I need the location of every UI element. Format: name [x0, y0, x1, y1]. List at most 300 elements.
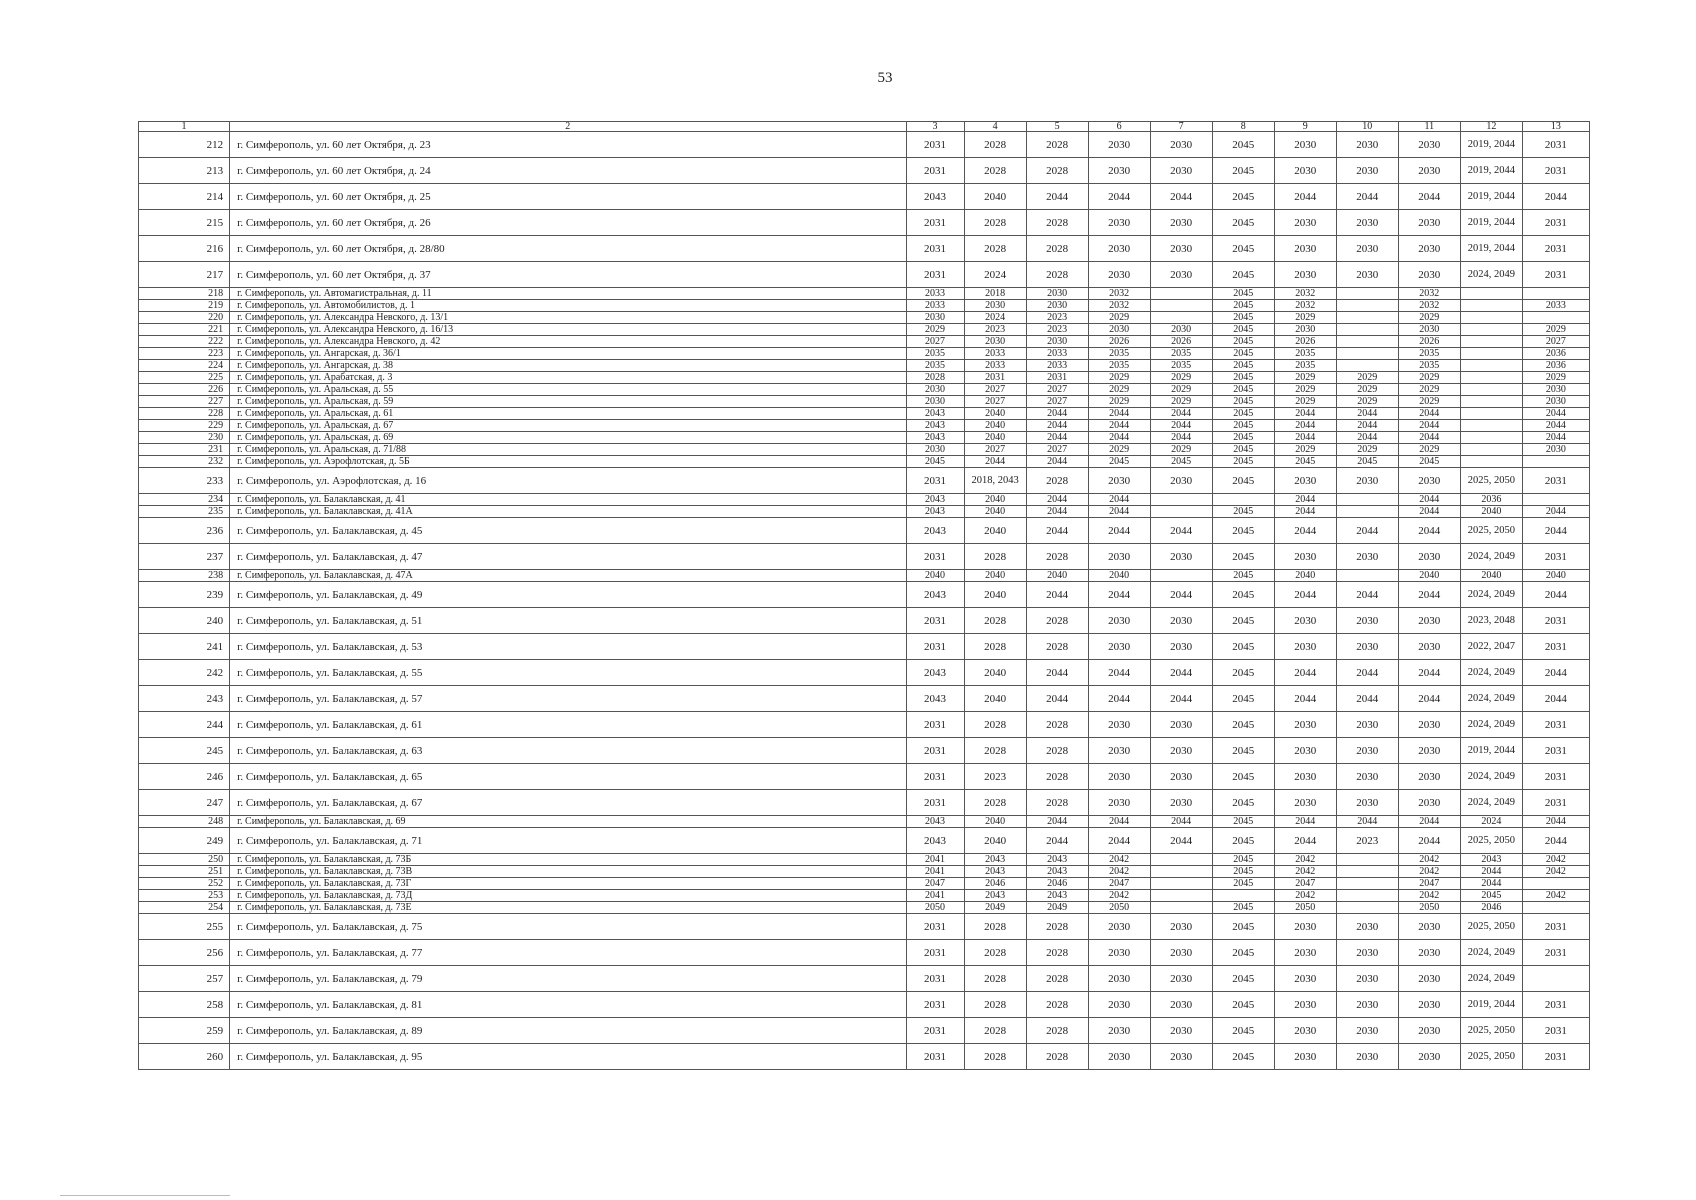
year-cell: 2030 [1088, 764, 1150, 790]
year-cell: 2019, 2044 [1460, 236, 1522, 262]
year-cell: 2030 [1398, 544, 1460, 570]
year-cell [1460, 348, 1522, 360]
year-cell [1460, 432, 1522, 444]
row-number: 252 [139, 878, 230, 890]
year-cell: 2044 [1088, 816, 1150, 828]
year-cell: 2029 [1336, 396, 1398, 408]
year-cell [1460, 360, 1522, 372]
year-cell: 2019, 2044 [1460, 738, 1522, 764]
year-cell [1150, 854, 1212, 866]
year-cell: 2044 [1398, 686, 1460, 712]
year-cell: 2045 [1212, 300, 1274, 312]
year-cell [1460, 384, 1522, 396]
year-cell: 2030 [1150, 132, 1212, 158]
row-number: 225 [139, 372, 230, 384]
year-cell: 2045 [1212, 544, 1274, 570]
year-cell: 2044 [1398, 408, 1460, 420]
year-cell: 2031 [906, 940, 964, 966]
year-cell: 2030 [1274, 210, 1336, 236]
table-row [139, 132, 1590, 158]
address-cell: г. Симферополь, ул. Балаклавская, д. 73Г [230, 878, 906, 890]
year-cell: 2030 [1088, 738, 1150, 764]
year-cell: 2028 [964, 738, 1026, 764]
row-number: 243 [139, 686, 230, 712]
year-cell [1460, 372, 1522, 384]
year-cell: 2044 [1150, 582, 1212, 608]
column-header: 4 [964, 122, 1026, 132]
year-cell: 2027 [1026, 384, 1088, 396]
year-cell [1150, 890, 1212, 902]
year-cell: 2025, 2050 [1460, 1018, 1522, 1044]
year-cell: 2024 [964, 262, 1026, 288]
address-cell: г. Симферополь, ул. Ангарская, д. 38 [230, 360, 906, 372]
table-row [139, 444, 1590, 456]
year-cell [1336, 336, 1398, 348]
address-cell: г. Симферополь, ул. 60 лет Октября, д. 25 [230, 184, 906, 210]
year-cell: 2030 [906, 312, 964, 324]
year-cell: 2045 [906, 456, 964, 468]
year-cell: 2033 [964, 360, 1026, 372]
address-cell: г. Симферополь, ул. Балаклавская, д. 53 [230, 634, 906, 660]
year-cell: 2028 [1026, 940, 1088, 966]
year-cell: 2028 [1026, 634, 1088, 660]
year-cell: 2046 [1460, 902, 1522, 914]
year-cell: 2030 [1088, 608, 1150, 634]
row-number: 229 [139, 420, 230, 432]
year-cell: 2031 [1522, 1018, 1589, 1044]
year-cell: 2045 [1212, 686, 1274, 712]
year-cell: 2044 [1398, 184, 1460, 210]
year-cell: 2032 [1088, 300, 1150, 312]
year-cell: 2040 [964, 828, 1026, 854]
year-cell: 2044 [1522, 582, 1589, 608]
address-cell: г. Симферополь, ул. 60 лет Октября, д. 28/80 [230, 236, 906, 262]
year-cell: 2030 [1088, 210, 1150, 236]
year-cell: 2044 [1150, 408, 1212, 420]
year-cell: 2042 [1274, 866, 1336, 878]
year-cell [1336, 866, 1398, 878]
year-cell: 2043 [1460, 854, 1522, 866]
year-cell: 2019, 2044 [1460, 992, 1522, 1018]
year-cell: 2024, 2049 [1460, 764, 1522, 790]
year-cell [1460, 312, 1522, 324]
year-cell: 2030 [1336, 1044, 1398, 1070]
year-cell: 2030 [1274, 764, 1336, 790]
year-cell: 2044 [1088, 506, 1150, 518]
row-number: 239 [139, 582, 230, 608]
year-cell: 2045 [1212, 914, 1274, 940]
address-cell: г. Симферополь, ул. Балаклавская, д. 41А [230, 506, 906, 518]
year-cell: 2040 [1460, 506, 1522, 518]
year-cell: 2045 [1088, 456, 1150, 468]
year-cell: 2030 [1150, 544, 1212, 570]
year-cell: 2030 [1150, 966, 1212, 992]
year-cell: 2043 [906, 184, 964, 210]
row-number: 244 [139, 712, 230, 738]
table-row [139, 518, 1590, 544]
year-cell: 2028 [1026, 966, 1088, 992]
address-cell: г. Симферополь, ул. 60 лет Октября, д. 37 [230, 262, 906, 288]
year-cell: 2043 [906, 506, 964, 518]
year-cell: 2040 [964, 660, 1026, 686]
row-number: 230 [139, 432, 230, 444]
year-cell: 2030 [1150, 790, 1212, 816]
year-cell [1522, 494, 1589, 506]
address-cell: г. Симферополь, ул. 60 лет Октября, д. 26 [230, 210, 906, 236]
year-cell: 2044 [1522, 408, 1589, 420]
address-cell: г. Симферополь, ул. Балаклавская, д. 61 [230, 712, 906, 738]
year-cell: 2024, 2049 [1460, 262, 1522, 288]
year-cell: 2044 [1398, 582, 1460, 608]
year-cell: 2045 [1212, 854, 1274, 866]
year-cell [1336, 890, 1398, 902]
table-row [139, 1044, 1590, 1070]
year-cell: 2030 [1274, 738, 1336, 764]
year-cell [1522, 288, 1589, 300]
year-cell: 2044 [1150, 432, 1212, 444]
year-cell: 2018, 2043 [964, 468, 1026, 494]
year-cell: 2024, 2049 [1460, 660, 1522, 686]
year-cell: 2031 [906, 262, 964, 288]
year-cell: 2030 [1150, 738, 1212, 764]
year-cell: 2045 [1336, 456, 1398, 468]
year-cell: 2019, 2044 [1460, 210, 1522, 236]
address-cell: г. Симферополь, ул. Аральская, д. 67 [230, 420, 906, 432]
year-cell: 2047 [1088, 878, 1150, 890]
year-cell: 2029 [1274, 444, 1336, 456]
year-cell: 2030 [1150, 1018, 1212, 1044]
year-cell: 2044 [1026, 660, 1088, 686]
year-cell [1460, 408, 1522, 420]
year-cell: 2028 [964, 1018, 1026, 1044]
year-cell: 2030 [1150, 992, 1212, 1018]
year-cell: 2024, 2049 [1460, 544, 1522, 570]
year-cell: 2029 [1336, 444, 1398, 456]
year-cell: 2044 [1522, 184, 1589, 210]
year-cell: 2031 [1522, 790, 1589, 816]
year-cell: 2029 [1150, 396, 1212, 408]
year-cell: 2028 [964, 966, 1026, 992]
address-cell: г. Симферополь, ул. Балаклавская, д. 57 [230, 686, 906, 712]
year-cell [1150, 902, 1212, 914]
year-cell: 2044 [1088, 420, 1150, 432]
year-cell: 2028 [1026, 158, 1088, 184]
year-cell: 2045 [1212, 518, 1274, 544]
year-cell: 2044 [1026, 408, 1088, 420]
year-cell: 2027 [964, 444, 1026, 456]
year-cell: 2030 [906, 384, 964, 396]
year-cell: 2044 [1398, 816, 1460, 828]
year-cell: 2044 [1150, 518, 1212, 544]
year-cell: 2030 [1274, 608, 1336, 634]
year-cell: 2043 [906, 408, 964, 420]
year-cell: 2035 [1088, 348, 1150, 360]
year-cell: 2044 [1522, 518, 1589, 544]
year-cell: 2030 [1274, 544, 1336, 570]
year-cell: 2028 [964, 940, 1026, 966]
year-cell: 2031 [906, 914, 964, 940]
year-cell: 2045 [1212, 660, 1274, 686]
address-cell: г. Симферополь, ул. Балаклавская, д. 63 [230, 738, 906, 764]
year-cell: 2031 [906, 132, 964, 158]
year-cell: 2029 [1274, 396, 1336, 408]
year-cell: 2044 [964, 456, 1026, 468]
year-cell: 2045 [1212, 764, 1274, 790]
address-cell: г. Симферополь, ул. Аэрофлотская, д. 5Б [230, 456, 906, 468]
year-cell: 2030 [1274, 992, 1336, 1018]
table-row [139, 1018, 1590, 1044]
year-cell: 2044 [1336, 184, 1398, 210]
year-cell: 2030 [1150, 468, 1212, 494]
year-cell: 2045 [1212, 210, 1274, 236]
address-cell: г. Симферополь, ул. Александра Невского, д. 16/13 [230, 324, 906, 336]
year-cell: 2045 [1212, 570, 1274, 582]
address-cell: г. Симферополь, ул. Александра Невского, д. 42 [230, 336, 906, 348]
year-cell: 2044 [1274, 518, 1336, 544]
year-cell: 2030 [1150, 236, 1212, 262]
column-header: 12 [1460, 122, 1522, 132]
year-cell: 2025, 2050 [1460, 518, 1522, 544]
year-cell: 2024, 2049 [1460, 790, 1522, 816]
address-cell: г. Симферополь, ул. Аральская, д. 71/88 [230, 444, 906, 456]
year-cell: 2030 [1398, 992, 1460, 1018]
year-cell: 2028 [964, 158, 1026, 184]
table-row [139, 262, 1590, 288]
year-cell: 2031 [906, 634, 964, 660]
address-cell: г. Симферополь, ул. Балаклавская, д. 73Е [230, 902, 906, 914]
year-cell: 2040 [964, 686, 1026, 712]
year-cell: 2044 [1336, 686, 1398, 712]
year-cell: 2031 [1026, 372, 1088, 384]
year-cell: 2030 [1336, 132, 1398, 158]
row-number: 259 [139, 1018, 230, 1044]
year-cell: 2030 [1398, 210, 1460, 236]
year-cell: 2030 [1088, 544, 1150, 570]
year-cell: 2035 [906, 360, 964, 372]
year-cell: 2043 [1026, 866, 1088, 878]
year-cell: 2031 [906, 764, 964, 790]
year-cell: 2030 [1522, 384, 1589, 396]
year-cell: 2031 [1522, 608, 1589, 634]
year-cell: 2030 [1150, 712, 1212, 738]
year-cell: 2028 [1026, 1044, 1088, 1070]
year-cell: 2044 [1026, 494, 1088, 506]
year-cell: 2030 [1274, 914, 1336, 940]
address-cell: г. Симферополь, ул. Балаклавская, д. 73Д [230, 890, 906, 902]
year-cell: 2019, 2044 [1460, 184, 1522, 210]
year-cell: 2030 [1336, 544, 1398, 570]
year-cell: 2045 [1212, 444, 1274, 456]
table-row [139, 336, 1590, 348]
year-cell: 2035 [1274, 348, 1336, 360]
year-cell [1336, 878, 1398, 890]
year-cell: 2030 [964, 336, 1026, 348]
row-number: 216 [139, 236, 230, 262]
year-cell: 2029 [1150, 372, 1212, 384]
year-cell: 2044 [1274, 184, 1336, 210]
year-cell: 2050 [1088, 902, 1150, 914]
year-cell: 2029 [1274, 384, 1336, 396]
year-cell: 2045 [1460, 890, 1522, 902]
year-cell [1522, 902, 1589, 914]
year-cell: 2043 [906, 828, 964, 854]
table-row [139, 360, 1590, 372]
year-cell [1460, 396, 1522, 408]
year-cell: 2029 [1398, 384, 1460, 396]
address-cell: г. Симферополь, ул. Аральская, д. 59 [230, 396, 906, 408]
table-row [139, 348, 1590, 360]
year-cell: 2031 [906, 790, 964, 816]
row-number: 248 [139, 816, 230, 828]
year-cell: 2043 [906, 660, 964, 686]
table-row [139, 236, 1590, 262]
address-cell: г. Симферополь, ул. Балаклавская, д. 67 [230, 790, 906, 816]
year-cell: 2040 [1398, 570, 1460, 582]
year-cell [1522, 966, 1589, 992]
address-cell: г. Симферополь, ул. 60 лет Октября, д. 24 [230, 158, 906, 184]
row-number: 220 [139, 312, 230, 324]
year-cell: 2044 [1026, 456, 1088, 468]
year-cell: 2027 [1026, 396, 1088, 408]
year-cell: 2042 [1398, 890, 1460, 902]
year-cell: 2029 [906, 324, 964, 336]
year-cell: 2030 [1150, 940, 1212, 966]
year-cell: 2027 [1026, 444, 1088, 456]
year-cell: 2044 [1522, 420, 1589, 432]
year-cell: 2045 [1212, 940, 1274, 966]
year-cell: 2045 [1212, 468, 1274, 494]
year-cell: 2043 [906, 518, 964, 544]
year-cell: 2030 [1398, 236, 1460, 262]
year-cell: 2040 [964, 494, 1026, 506]
year-cell: 2044 [1460, 878, 1522, 890]
year-cell: 2030 [1336, 1018, 1398, 1044]
column-header: 10 [1336, 122, 1398, 132]
year-cell: 2045 [1212, 992, 1274, 1018]
year-cell: 2029 [1274, 372, 1336, 384]
year-cell [1150, 866, 1212, 878]
row-number: 246 [139, 764, 230, 790]
year-cell: 2044 [1150, 420, 1212, 432]
year-cell: 2030 [1336, 236, 1398, 262]
row-number: 233 [139, 468, 230, 494]
row-number: 249 [139, 828, 230, 854]
year-cell: 2030 [1398, 940, 1460, 966]
year-cell: 2031 [1522, 738, 1589, 764]
year-cell: 2030 [1026, 288, 1088, 300]
row-number: 238 [139, 570, 230, 582]
year-cell: 2043 [906, 494, 964, 506]
year-cell: 2045 [1212, 372, 1274, 384]
column-header: 9 [1274, 122, 1336, 132]
row-number: 227 [139, 396, 230, 408]
year-cell: 2033 [906, 300, 964, 312]
year-cell: 2031 [906, 608, 964, 634]
year-cell [1150, 300, 1212, 312]
year-cell: 2040 [1026, 570, 1088, 582]
year-cell: 2030 [1336, 966, 1398, 992]
table-row [139, 828, 1590, 854]
year-cell: 2030 [1088, 262, 1150, 288]
year-cell: 2035 [1150, 348, 1212, 360]
year-cell [1336, 312, 1398, 324]
year-cell: 2028 [1026, 992, 1088, 1018]
table-row [139, 608, 1590, 634]
year-cell: 2044 [1398, 494, 1460, 506]
year-cell: 2025, 2050 [1460, 914, 1522, 940]
year-cell: 2030 [1522, 444, 1589, 456]
year-cell: 2045 [1212, 132, 1274, 158]
year-cell: 2043 [906, 582, 964, 608]
table-row [139, 396, 1590, 408]
year-cell: 2044 [1274, 494, 1336, 506]
year-cell: 2028 [906, 372, 964, 384]
year-cell: 2029 [1150, 384, 1212, 396]
row-number: 241 [139, 634, 230, 660]
year-cell: 2036 [1522, 360, 1589, 372]
year-cell: 2045 [1212, 790, 1274, 816]
year-cell: 2040 [964, 408, 1026, 420]
year-cell: 2030 [1336, 738, 1398, 764]
year-cell: 2044 [1026, 432, 1088, 444]
table-row [139, 544, 1590, 570]
year-cell: 2031 [906, 544, 964, 570]
year-cell: 2030 [1150, 914, 1212, 940]
year-cell: 2044 [1274, 816, 1336, 828]
year-cell: 2040 [964, 184, 1026, 210]
year-cell: 2044 [1398, 660, 1460, 686]
address-cell: г. Симферополь, ул. Балаклавская, д. 47А [230, 570, 906, 582]
year-cell: 2045 [1212, 432, 1274, 444]
table-row [139, 494, 1590, 506]
year-cell: 2029 [1336, 372, 1398, 384]
year-cell: 2024, 2049 [1460, 940, 1522, 966]
address-cell: г. Симферополь, ул. Александра Невского, д. 13/1 [230, 312, 906, 324]
table-row [139, 210, 1590, 236]
year-cell: 2045 [1212, 360, 1274, 372]
year-cell: 2035 [1274, 360, 1336, 372]
table-row [139, 634, 1590, 660]
address-cell: г. Симферополь, ул. Аральская, д. 61 [230, 408, 906, 420]
year-cell: 2024, 2049 [1460, 712, 1522, 738]
year-cell: 2029 [1336, 384, 1398, 396]
year-cell: 2030 [1336, 634, 1398, 660]
year-cell: 2045 [1212, 348, 1274, 360]
header-row [139, 122, 1590, 132]
year-cell: 2045 [1212, 288, 1274, 300]
column-header: 2 [230, 122, 906, 132]
year-cell: 2044 [1522, 660, 1589, 686]
year-cell: 2032 [1088, 288, 1150, 300]
year-cell: 2030 [1088, 634, 1150, 660]
year-cell [1460, 324, 1522, 336]
year-cell: 2044 [1274, 828, 1336, 854]
year-cell: 2027 [1522, 336, 1589, 348]
year-cell: 2030 [1274, 132, 1336, 158]
row-number: 224 [139, 360, 230, 372]
year-cell: 2028 [964, 914, 1026, 940]
year-cell: 2040 [964, 506, 1026, 518]
year-cell: 2050 [1274, 902, 1336, 914]
year-cell: 2036 [1460, 494, 1522, 506]
year-cell: 2030 [1274, 966, 1336, 992]
year-cell: 2027 [964, 384, 1026, 396]
year-cell: 2030 [1398, 1018, 1460, 1044]
year-cell: 2031 [1522, 468, 1589, 494]
year-cell: 2041 [906, 866, 964, 878]
year-cell: 2028 [964, 790, 1026, 816]
address-cell: г. Симферополь, ул. Балаклавская, д. 81 [230, 992, 906, 1018]
